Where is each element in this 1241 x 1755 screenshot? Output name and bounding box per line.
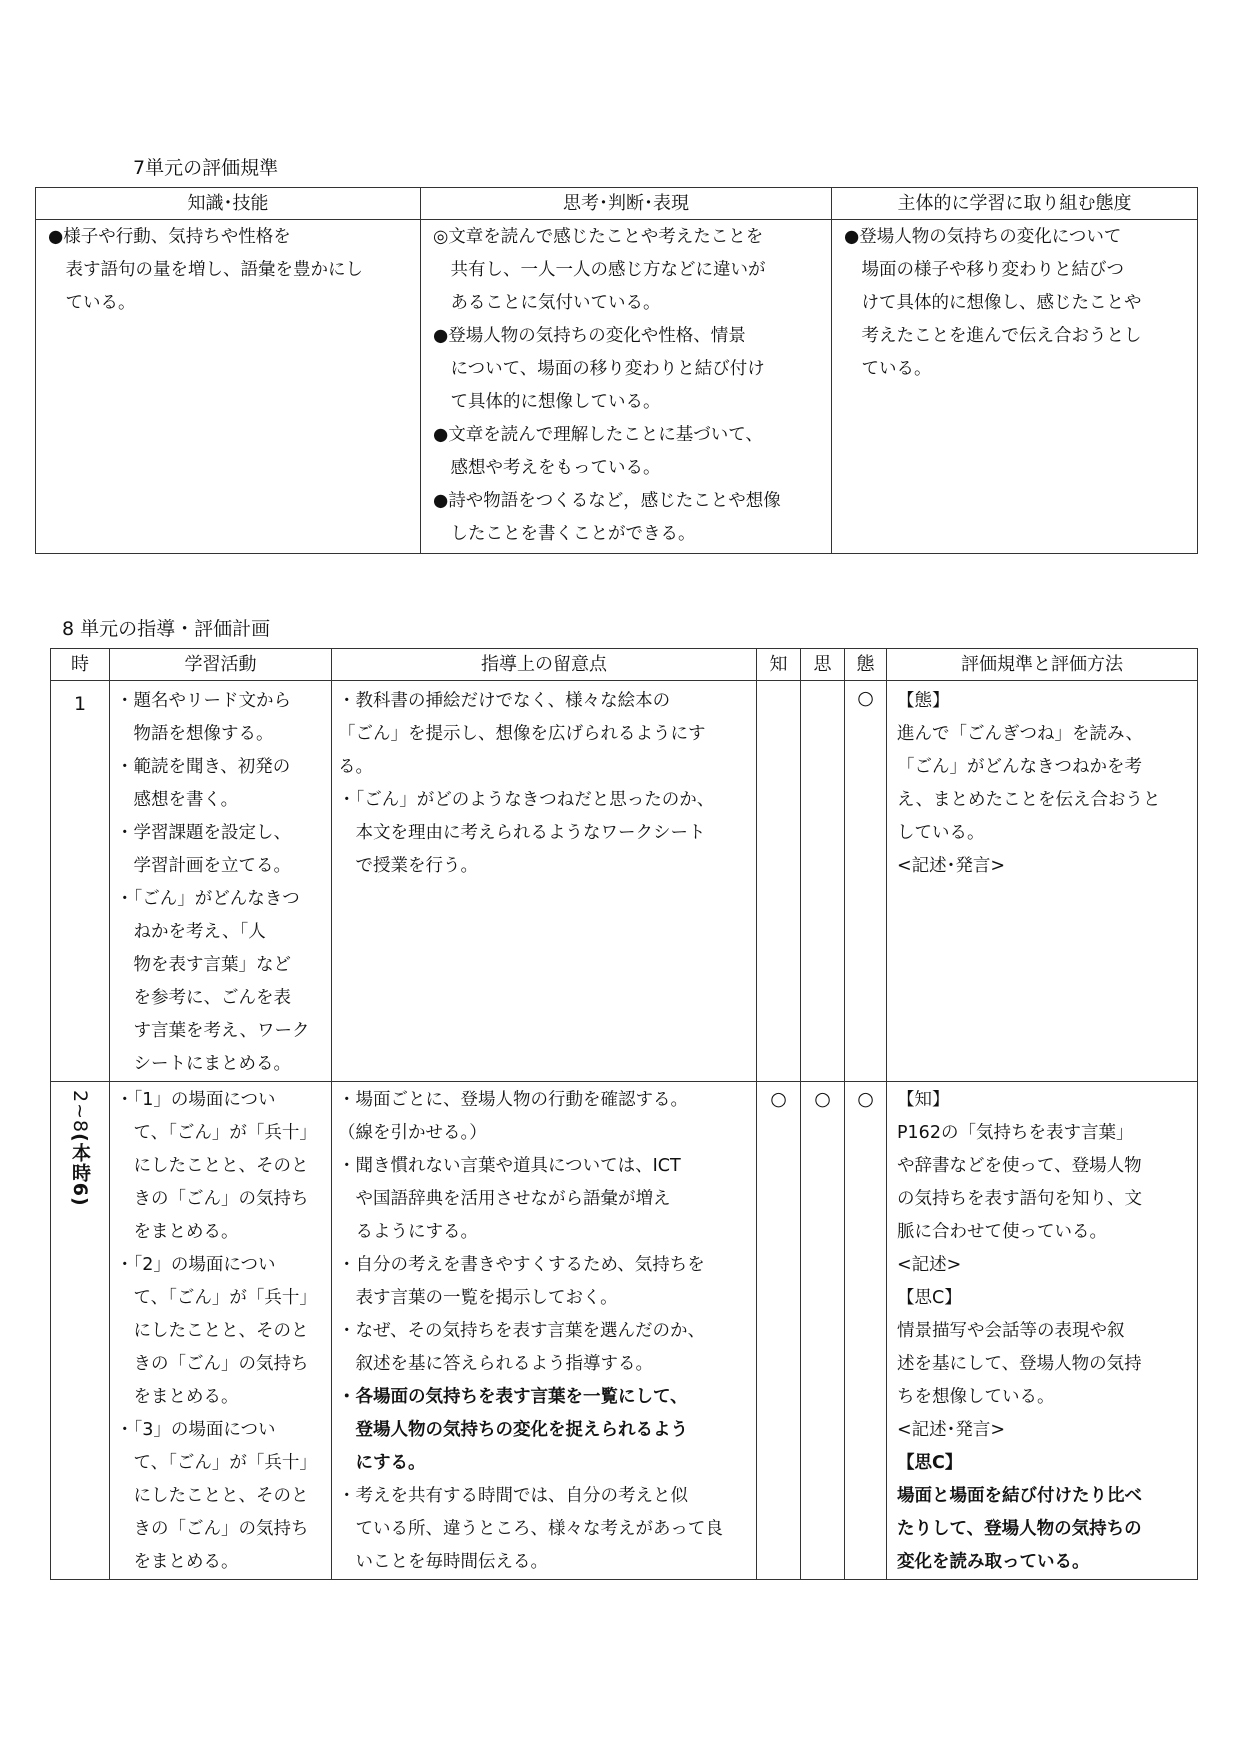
evaluation-cell [887, 1082, 1198, 1580]
text-line: P162の「気持ちを表す言葉」 [897, 1123, 1134, 1143]
text-line: 表す語句の量を増し、語彙を豊かにし [48, 260, 363, 280]
plan-row-1 [51, 681, 1198, 1082]
text-line: にしたことと、そのと [116, 1156, 309, 1176]
text-line: 変化を読み取っている。 [897, 1552, 1090, 1572]
text-line: ・考えを共有する時間では、自分の考えと似 [338, 1486, 688, 1506]
tai-mark: ○ [857, 1088, 874, 1110]
text-line: ・範読を聞き、初発の [116, 757, 291, 777]
header-chi: 知 [757, 649, 801, 681]
evaluation-criteria-table [35, 187, 1198, 554]
chi-cell [757, 1082, 801, 1580]
shi-cell [801, 1082, 845, 1580]
shi-mark: ○ [814, 1088, 831, 1110]
text-line: る。 [338, 757, 373, 777]
text-line: をまとめる。 [116, 1222, 239, 1242]
text-line: 登場人物の気持ちの変化を捉えられるよう [338, 1420, 688, 1440]
text-line: 共有し、一人一人の感じ方などに違いが [433, 260, 766, 280]
text-line: ◎文章を読んで感じたことや考えたことを [433, 227, 764, 247]
text-line: 述を基にして、登場人物の気持 [897, 1354, 1142, 1374]
text-line: 表す言葉の一覧を掲示しておく。 [338, 1288, 618, 1308]
text-line: ・「ごん」がどんなきつ [116, 889, 300, 909]
text-line: ・聞き慣れない言葉や道具については、ICT [338, 1156, 681, 1176]
text-line: て、「ごん」が「兵十」 [116, 1453, 317, 1473]
text-line: 学習計画を立てる。 [116, 856, 291, 876]
text-line: ・各場面の気持ちを表す言葉を一覧にして、 [338, 1387, 688, 1407]
text-line: けて具体的に想像し、感じたことや [844, 293, 1142, 313]
plan-row-2 [51, 1082, 1198, 1580]
text-line: シートにまとめる。 [116, 1054, 291, 1074]
text-line: 物を表す言葉」など [116, 955, 291, 975]
section7-title: 7単元の評価規準 [133, 157, 279, 179]
text-line: ・「ごん」がどのようなきつねだと思ったのか、 [338, 790, 715, 810]
text-line: している。 [897, 823, 985, 843]
text-line: て、「ごん」が「兵十」 [116, 1288, 317, 1308]
text-line: きの「ごん」の気持ち [116, 1354, 309, 1374]
text-line: や国語辞典を活用させながら語彙が増え [338, 1189, 671, 1209]
text-line: あることに気付いている。 [433, 293, 661, 313]
text-line: 【態】 [897, 691, 950, 711]
text-line: るようにする。 [338, 1222, 478, 1242]
text-line: 考えたことを進んで伝え合おうとし [844, 326, 1142, 346]
text-line: ・学習課題を設定し、 [116, 823, 291, 843]
text-line: 叙述を基に答えられるよう指導する。 [338, 1354, 653, 1374]
text-line: にしたことと、そのと [116, 1321, 309, 1341]
knowledge-cell [36, 220, 421, 554]
activities-cell [110, 681, 332, 1082]
header-knowledge: 知識･技能 [36, 188, 421, 220]
text-line: ・「1」の場面につい [116, 1090, 276, 1110]
text-line: え、まとめたことを伝え合おうと [897, 790, 1161, 810]
tai-cell [845, 1082, 887, 1580]
text-line: ・題名やリード文から [116, 691, 291, 711]
text-line: 進んで「ごんぎつね」を読み、 [897, 724, 1144, 744]
text-line: す言葉を考え、ワーク [116, 1021, 310, 1041]
text-line: 場面の様子や移り変わりと結びつ [844, 260, 1124, 280]
current-lesson-marker: (本時6) [69, 1133, 91, 1207]
time-cell [51, 1082, 110, 1580]
text-line: きの「ごん」の気持ち [116, 1519, 309, 1539]
instruction-plan-table [50, 648, 1198, 1580]
text-line: て具体的に想像している。 [433, 392, 661, 412]
text-line: いことを毎時間伝える。 [338, 1552, 548, 1572]
chi-cell [757, 681, 801, 1082]
section8-title: 8 単元の指導・評価計画 [62, 618, 271, 640]
tai-cell [845, 681, 887, 1082]
attitude-lines [844, 221, 1193, 386]
text-line: を参考に、ごんを表 [116, 988, 291, 1008]
text-line: ●登場人物の気持ちの変化や性格、情景 [433, 326, 746, 346]
header-thinking: 思考･判断･表現 [421, 188, 832, 220]
text-line: の気持ちを表す語句を知り、文 [897, 1189, 1142, 1209]
text-line: ・自分の考えを書きやすくするため、気持ちを [338, 1255, 705, 1275]
activities-lines [116, 685, 329, 1081]
header-attitude: 主体的に学習に取り組む態度 [832, 188, 1198, 220]
text-line: 情景描写や会話等の表現や叙 [897, 1321, 1125, 1341]
thinking-lines [433, 221, 827, 551]
text-line: <記述･発言> [897, 1420, 1006, 1440]
text-line: 「ごん」がどんなきつねかを考 [897, 757, 1142, 777]
evaluation-cell [887, 681, 1198, 1082]
text-line: きの「ごん」の気持ち [116, 1189, 309, 1209]
evaluation-lines [897, 1084, 1195, 1579]
chi-mark: ○ [770, 1088, 787, 1110]
text-line: 感想や考えをもっている。 [433, 458, 661, 478]
text-line: 「ごん」を提示し、想像を広げられるようにす [338, 724, 706, 744]
plan-header-row [51, 649, 1198, 681]
notes-lines [338, 1084, 754, 1579]
text-line: 本文を理由に考えられるようなワークシート [338, 823, 706, 843]
notes-cell [332, 681, 757, 1082]
text-line: にする。 [338, 1453, 426, 1473]
header-activities: 学習活動 [110, 649, 332, 681]
text-line: ●文章を読んで理解したことに基づいて、 [433, 425, 763, 445]
text-line: 物語を想像する。 [116, 724, 274, 744]
text-line: <記述･発言> [897, 856, 1006, 876]
text-line: をまとめる。 [116, 1387, 239, 1407]
shi-cell [801, 681, 845, 1082]
text-line: たりして、登場人物の気持ちの [897, 1519, 1142, 1539]
criteria-header-row [36, 188, 1198, 220]
notes-cell [332, 1082, 757, 1580]
time-label: 1 [73, 693, 87, 715]
text-line: 【思C】 [897, 1288, 962, 1308]
text-line: ●登場人物の気持ちの変化について [844, 227, 1122, 247]
text-line: <記述> [897, 1255, 962, 1275]
text-line: て、「ごん」が「兵十」 [116, 1123, 317, 1143]
chi-mark [757, 681, 800, 683]
text-line: ・場面ごとに、登場人物の行動を確認する。 [338, 1090, 688, 1110]
header-shi: 思 [801, 649, 845, 681]
text-line: 場面と場面を結び付けたり比べ [897, 1486, 1142, 1506]
text-line: ●様子や行動、気持ちや性格を [48, 227, 291, 247]
header-time: 時 [51, 649, 110, 681]
activities-cell [110, 1082, 332, 1580]
text-line: 感想を書く。 [116, 790, 239, 810]
text-line: ている。 [48, 293, 136, 313]
text-line: や辞書などを使って、登場人物 [897, 1156, 1142, 1176]
criteria-body-row [36, 220, 1198, 554]
attitude-cell [832, 220, 1198, 554]
shi-mark [801, 681, 844, 683]
text-line: ・なぜ、その気持ちを表す言葉を選んだのか、 [338, 1321, 705, 1341]
text-line: ●詩や物語をつくるなど，感じたことや想像 [433, 491, 781, 511]
header-notes: 指導上の留意点 [332, 649, 757, 681]
text-line: （線を引かせる。） [338, 1123, 487, 1143]
text-line: ・「3」の場面につい [116, 1420, 276, 1440]
text-line: 【知】 [897, 1090, 950, 1110]
time-range: 2~8 [69, 1090, 91, 1134]
text-line: したことを書くことができる。 [433, 524, 696, 544]
text-line: 脈に合わせて使っている。 [897, 1222, 1107, 1242]
time-label [65, 1082, 95, 1207]
text-line: ている。 [844, 359, 932, 379]
text-line: で授業を行う。 [338, 856, 478, 876]
activities-lines [116, 1084, 329, 1579]
time-cell [51, 681, 110, 1082]
text-line: 【思C】 [897, 1453, 963, 1473]
text-line: ・教科書の挿絵だけでなく、様々な絵本の [338, 691, 671, 711]
header-evaluation: 評価規準と評価方法 [887, 649, 1198, 681]
text-line: にしたことと、そのと [116, 1486, 309, 1506]
notes-lines [338, 685, 754, 883]
text-line: ちを想像している。 [897, 1387, 1055, 1407]
text-line: をまとめる。 [116, 1552, 239, 1572]
text-line: ・「2」の場面につい [116, 1255, 276, 1275]
text-line: ている所、違うところ、様々な考えがあって良 [338, 1519, 723, 1539]
text-line: ねかを考え、「人 [116, 922, 266, 942]
text-line: について、場面の移り変わりと結び付け [433, 359, 765, 379]
tai-mark: ○ [857, 687, 874, 709]
thinking-cell [421, 220, 832, 554]
header-tai: 態 [845, 649, 887, 681]
evaluation-lines [897, 685, 1195, 883]
knowledge-lines [48, 221, 416, 320]
